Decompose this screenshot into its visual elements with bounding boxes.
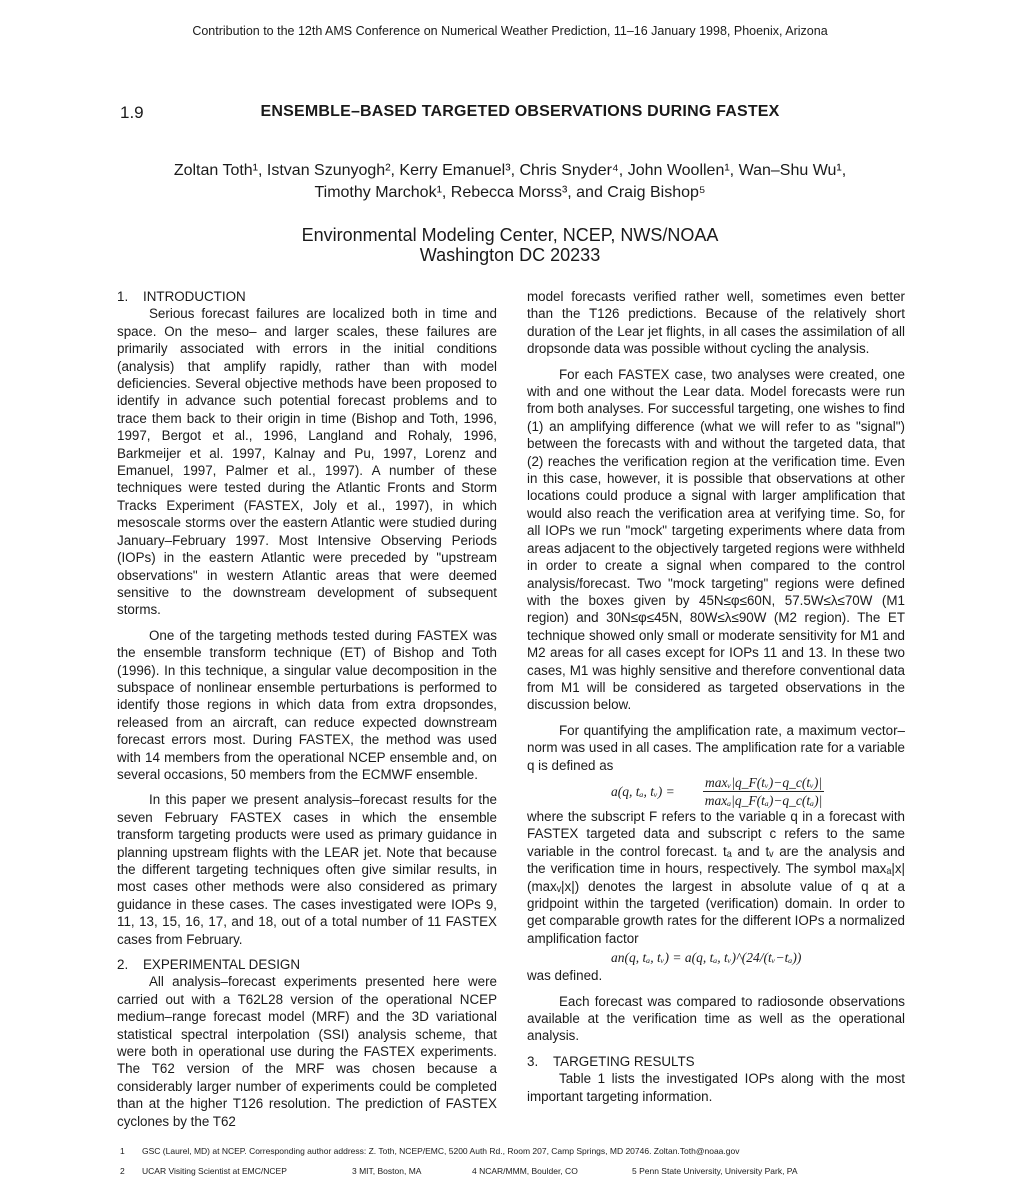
design-paragraph-2: For each FASTEX case, two analyses were created, one with and one without the Lear data. Model forecasts were run from both analyses. For successful targeting, one wishes to find (1) an amplifying difference (what we will refer to as "signal") between the forecasts with and without the targeted data, that (2) reaches the verification region at the verification time. Even in this case, however, it is possible that observations at other locations could produce a signal with larger amplification that would also reach the verification area at verifying time. So, for all IOPs we run "mock" targeting experiments where data from areas adjacent to the objectively targeted regions were withheld in order to create a signal when compared to the control analysis/forecast. Two "mock targeting" regions were defined with the boxes given by 45N≤φ≤60N, 57.5W≤λ≤70W (M1 region) and 30N≤φ≤45N, 80W≤λ≤90W (M2 region). The ET technique showed only small or moderate sensitivity for M1 and M2 areas for all cases except for IOPs 11 and 13. In these two cases, M1 was highly sensitive and therefore conventional data from M1 will be considered as targeted observations in the discussion below. [527, 366, 905, 713]
design-paragraph-3: For quantifying the amplification rate, a maximum vector–norm was used in all cases. The amplification rate for a variable q is defined as [527, 722, 905, 773]
equation-fraction: maxᵥ|q_F(tᵥ)−q_c(tᵥ)| maxₐ|q_F(tₐ)−q_c(tₐ)| [704, 774, 823, 809]
left-column [117, 288, 497, 1130]
design-paragraph-1: All analysis–forecast experiments presented here were carried out with a T62L28 version of the operational NCEP medium–range forecast model (MRF) and the 3D variational statistical spectral interpolation (SSI) analysis scheme, that were both in operational use during the FASTEX experiments. The T62 version of the MRF was chosen because a considerably larger number of experiments could be completed than at the higher T126 resolution. The prediction of FASTEX cyclones by the T62 [117, 974, 497, 1129]
intro-paragraph-1: Serious forecast failures are localized both in time and space. On the meso– and larger scales, these failures are primarily associated with errors in the initial conditions (analysis) that amplify rapidly, rather than with model deficiencies. Several objective methods have been proposed to identify in advance such potential forecast problems and to trace them back to their origin in time (Bishop and Toth, 1996, 1997, Bergot et al., 1996, Langland and Rohaly, 1996, Barkmeijer et al. 1997, Kalnay and Pu, 1997, Lorenz and Emanuel, 1997, Palmer et al., 1997). A number of these techniques were tested during the Atlantic Fronts and Storm Tracks Experiment (FASTEX, Joly et al., 1997), in which mesoscale storms over the eastern Atlantic were studied during January–February 1997. Most Intensive Observing Periods (IOPs) in the eastern Atlantic were preceded by "upstream observations" in western Atlantic areas that were deemed sensitive to the downstream development of subsequent storms. [117, 306, 497, 618]
footnote-1: 1 GSC (Laurel, MD) at NCEP. Corresponding author address: Z. Toth, NCEP/EMC, 5200 Auth Rd., Room 207, Camp Springs, MD 20746. Zoltan.Toth@noaa.gov [120, 1146, 740, 1156]
paper-title: ENSEMBLE–BASED TARGETED OBSERVATIONS DURING FASTEX [260, 103, 780, 120]
intro-paragraph-3: In this paper we present analysis–forecast results for the seven February FASTEX cases in which the ensemble transform targeting products were used as primary guidance in planning upstream flights with the LEAR jet. Note that because the different targeting techniques often give similar results, in most cases other methods were also considered as primary guidance in these cases. The cases investigated were IOPs 9, 11, 13, 15, 16, 17, and 18, out of a total number of 11 FASTEX cases from February. [117, 792, 497, 947]
equation-amplification-rate: a(q, tₐ, tᵥ) = maxᵥ|q_F(tᵥ)−q_c(tᵥ)| maxₐ|q_F(tₐ)−q_c(tₐ)| [611, 774, 823, 809]
authors-line-2: Timothy Marchok¹, Rebecca Morss³, and Craig Bishop⁵ [314, 184, 706, 201]
footnote-2-5: 2 UCAR Visiting Scientist at EMC/NCEP 3 MIT, Boston, MA 4 NCAR/MMM, Boulder, CO 5 Penn State University, University Park, PA [120, 1166, 798, 1176]
design-paragraph-6: Each forecast was compared to radiosonde observations available at the verification time as well as the operational analysis. [527, 993, 905, 1044]
section-heading-experimental-design: 2. EXPERIMENTAL DESIGN [117, 957, 300, 973]
section-heading-targeting-results: 3. TARGETING RESULTS [527, 1053, 695, 1069]
author-list [100, 160, 920, 204]
results-paragraph-1: Table 1 lists the investigated IOPs along with the most important targeting information. [527, 1071, 905, 1104]
design-paragraph-1-continued: model forecasts verified rather well, sometimes even better than the T126 predictions. Because of the relatively short duration of the Lear jet flights, in all cases the assimilation of all dropsonde data was possible without cycling the analysis. [527, 289, 905, 357]
footnotes [120, 1146, 910, 1186]
section-heading-introduction: 1. INTRODUCTION [117, 289, 246, 304]
affiliation-line-1: Environmental Modeling Center, NCEP, NWS/NOAA [301, 225, 719, 245]
authors-line-1: Zoltan Toth¹, Istvan Szunyogh², Kerry Emanuel³, Chris Snyder⁴, John Woollen¹, Wan–Shu Wu¹, [173, 162, 847, 179]
equation-normalized-amplification: an(q, tₐ, tᵥ) = a(q, tₐ, tᵥ)^(24/(tᵥ−tₐ)) [611, 950, 802, 966]
design-paragraph-5: was defined. [527, 968, 603, 984]
intro-paragraph-2: One of the targeting methods tested during FASTEX was the ensemble transform technique (ET) of Bishop and Toth (1996). In this technique, a singular value decomposition in the subspace of nonlinear ensemble perturbations is performed to identify those regions in which data from extra dropsondes, released from an aircraft, can reduce expected downstream forecast errors most. During FASTEX, the method was used with 14 members from the operational NCEP ensemble and, on several occasions, 50 members from the ECMWF ensemble. [117, 627, 497, 782]
right-column [527, 288, 905, 1105]
affiliation [100, 225, 920, 265]
running-header: Contribution to the 12th AMS Conference on Numerical Weather Prediction, 11–16 January 1998, Phoenix, Arizona [192, 24, 828, 38]
design-paragraph-4: where the subscript F refers to the variable q in a forecast with FASTEX targeted data and subscript c refers to the same variable in the control forecast. tₐ and tᵥ are the analysis and the verification time in hours, respectively. The symbol maxₐ|x| (maxᵥ|x|) denotes the largest in absolute value of q at a gridpoint within the targeted (verification) domain. In order to get comparable growth rates for the different IOPs a normalized amplification factor [527, 808, 905, 946]
affiliation-line-2: Washington DC 20233 [419, 245, 601, 265]
section-number: 1.9 [120, 103, 144, 122]
